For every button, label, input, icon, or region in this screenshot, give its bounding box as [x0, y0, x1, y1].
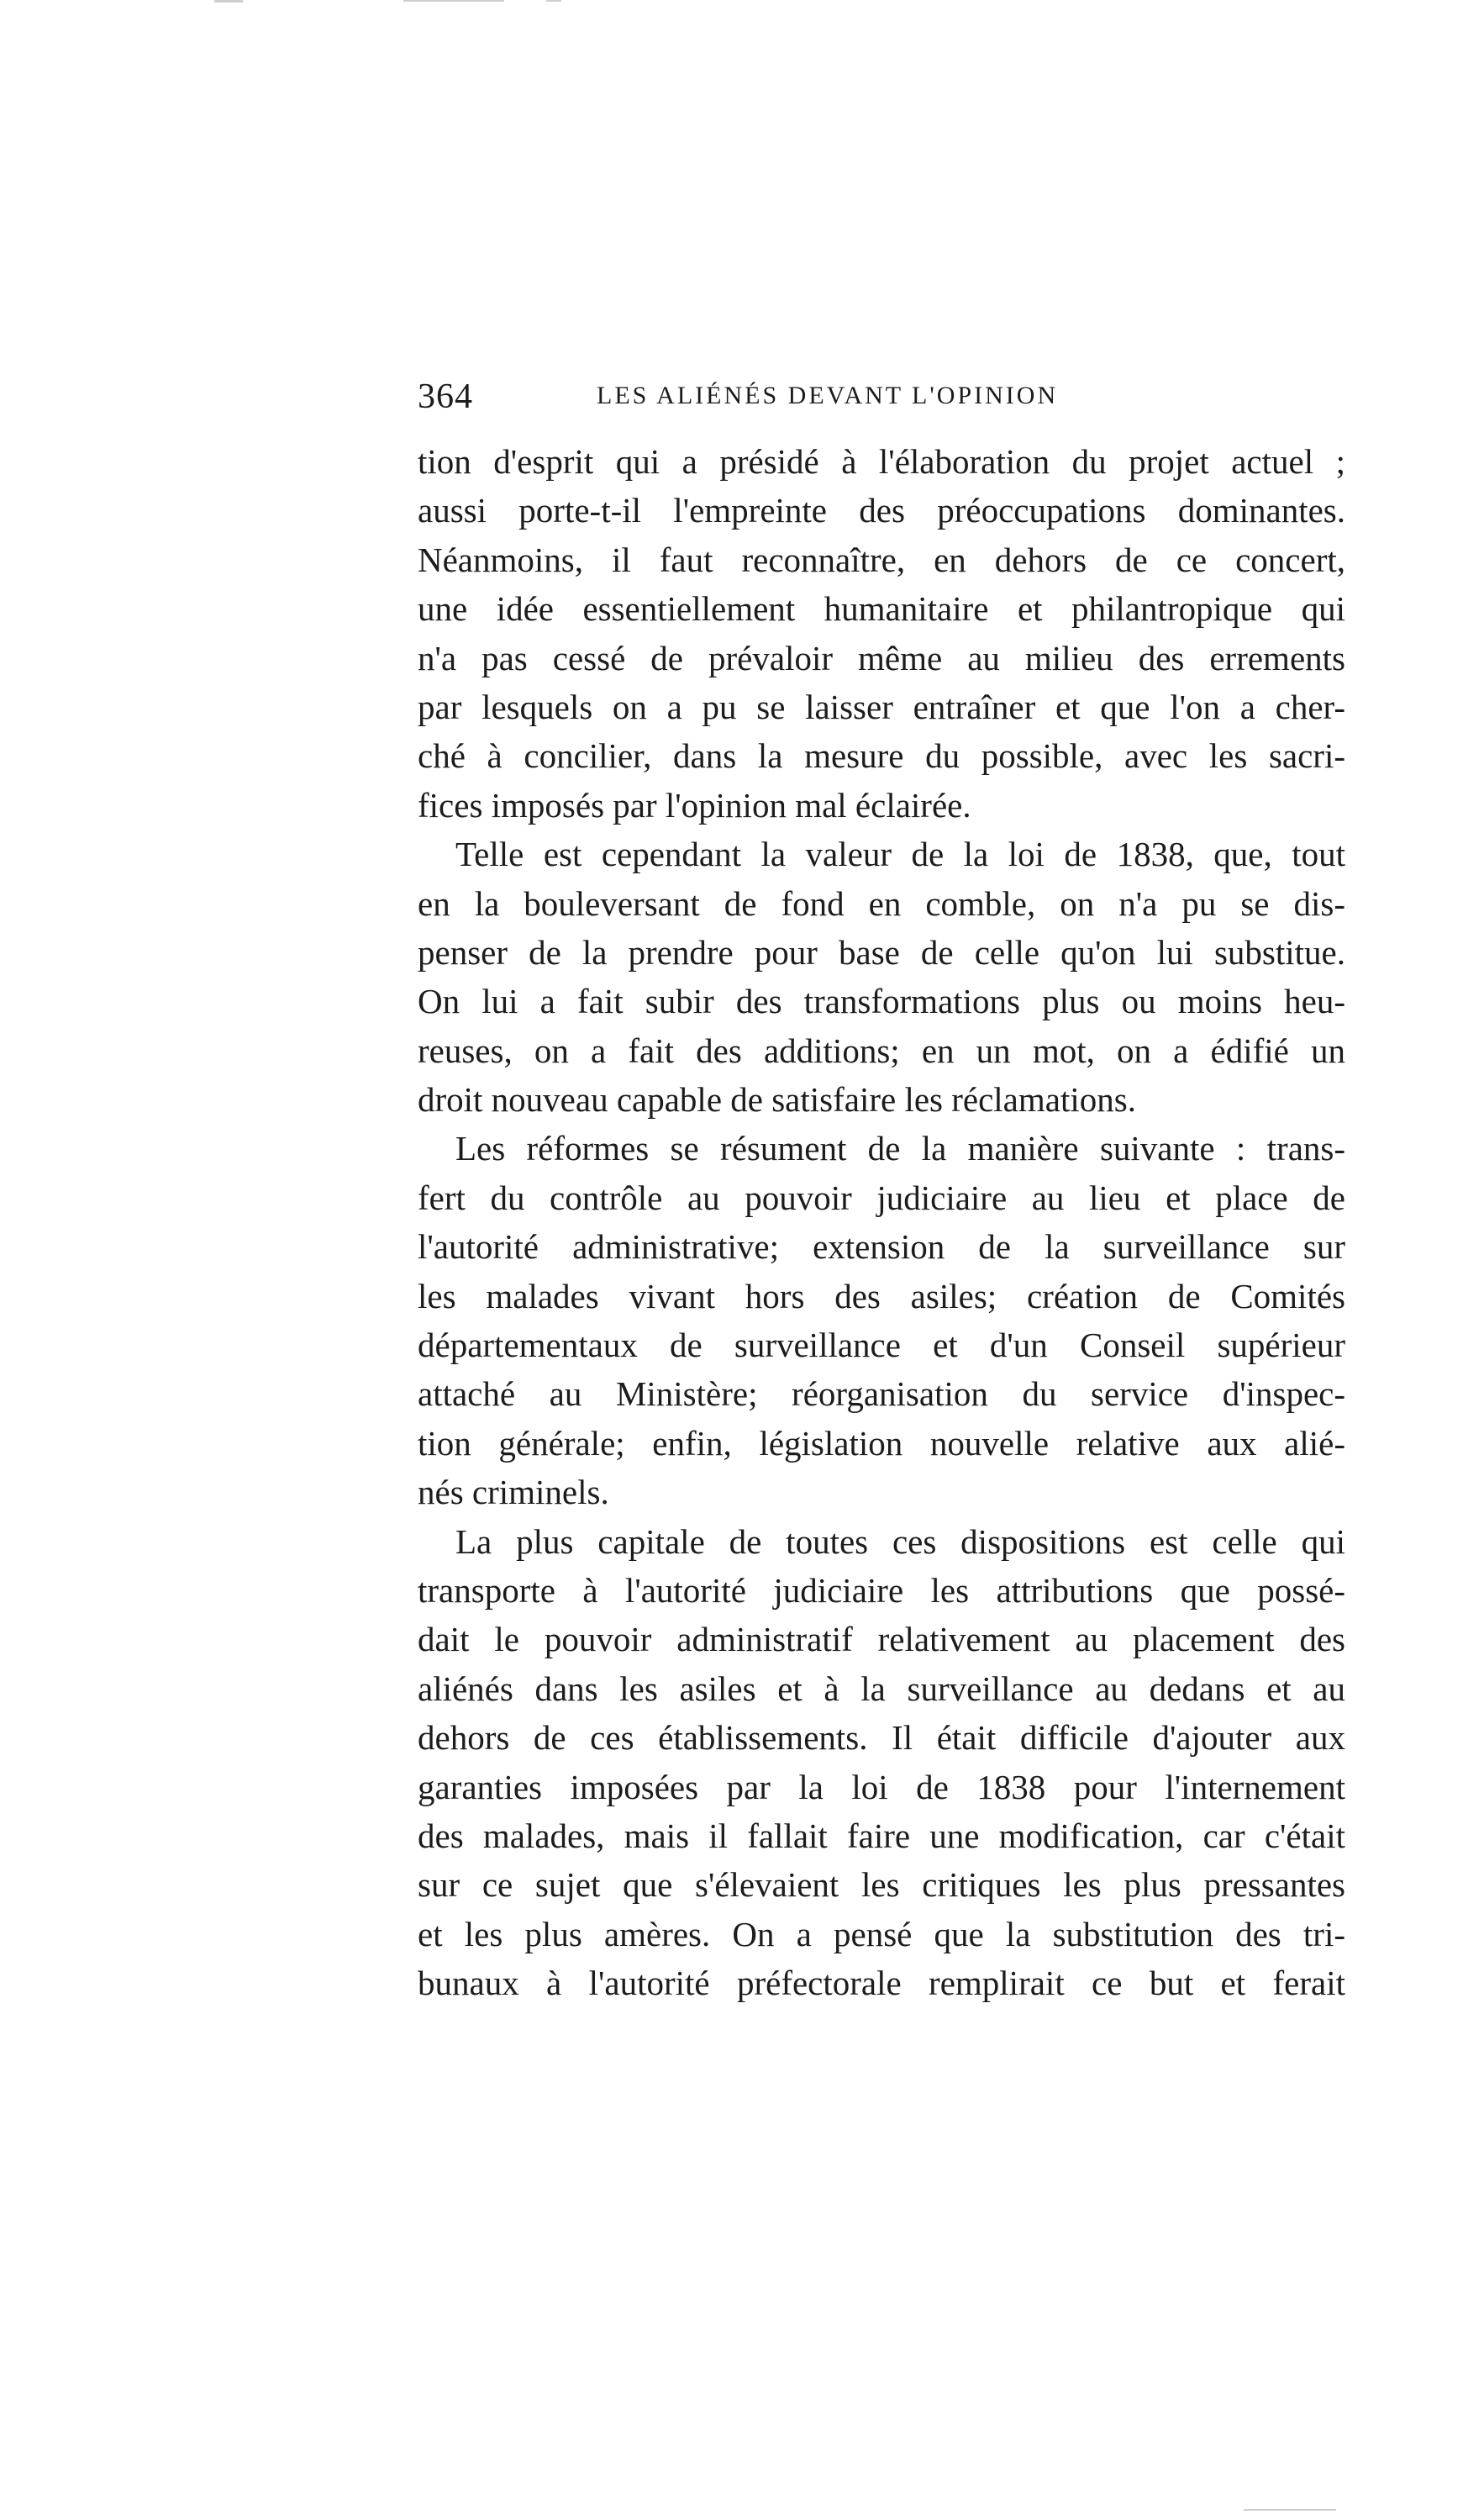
text-line: aliénés dans les asiles et à la surveillance au dedans et au	[418, 1669, 1345, 1708]
scan-mark	[1244, 2509, 1336, 2511]
text-line: droit nouveau capable de satisfaire les réclamations.	[418, 1080, 1136, 1120]
scan-mark	[214, 0, 243, 3]
text-line: La plus capitale de toutes ces dispositions est celle qui	[455, 1521, 1345, 1561]
body-text	[418, 437, 1345, 2008]
text-line: Néanmoins, il faut reconnaître, en dehors de ce concert,	[418, 540, 1345, 579]
text-line: penser de la prendre pour base de celle qu'on lui substitue.	[418, 932, 1345, 972]
text-line: On lui a fait subir des transformations plus ou moins heu-	[418, 982, 1345, 1021]
text-line: fices imposés par l'opinion mal éclairée.	[418, 785, 971, 825]
scan-mark	[403, 0, 504, 2]
text-line: aussi porte-t-il l'empreinte des préoccupations dominantes.	[418, 491, 1345, 530]
running-title: LES ALIÉNÉS DEVANT L'OPINION	[597, 382, 1059, 409]
text-line: Les réformes se résument de la manière suivante : trans-	[455, 1129, 1345, 1168]
paragraph	[418, 1517, 1345, 2008]
text-line: sur ce sujet que s'élevaient les critiques les plus pressantes	[418, 1865, 1345, 1905]
text-line: n'a pas cessé de prévaloir même au milieu des errements	[418, 638, 1345, 677]
text-line: reuses, on a fait des additions; en un mot, on a édifié un	[418, 1031, 1345, 1070]
text-line: l'autorité administrative; extension de la surveillance sur	[418, 1227, 1345, 1267]
text-line: garanties imposées par la loi de 1838 pour l'internement	[418, 1767, 1345, 1806]
text-line: départementaux de surveillance et d'un Conseil supérieur	[418, 1326, 1345, 1365]
text-line: Telle est cependant la valeur de la loi de 1838, que, tout	[455, 835, 1345, 874]
text-line: dehors de ces établissements. Il était difficile d'ajouter aux	[418, 1718, 1345, 1758]
text-line: et les plus amères. On a pensé que la substitution des tri-	[418, 1914, 1345, 1953]
text-line: tion générale; enfin, législation nouvelle relative aux alié-	[418, 1423, 1345, 1463]
text-line: attaché au Ministère; réorganisation du service d'inspec-	[418, 1374, 1345, 1414]
scan-mark	[546, 0, 561, 2]
text-line: une idée essentiellement humanitaire et philantropique qui	[418, 589, 1345, 629]
text-line: des malades, mais il fallait faire une modification, car c'était	[418, 1816, 1345, 1855]
paragraph	[418, 1124, 1345, 1516]
text-line: en la bouleversant de fond en comble, on n'a pu se dis-	[418, 883, 1345, 923]
text-line: bunaux à l'autorité préfectorale remplirait ce but et ferait	[418, 1964, 1345, 2003]
text-line: tion d'esprit qui a présidé à l'élaboration du projet actuel ;	[418, 442, 1345, 481]
paragraph	[418, 437, 1345, 830]
text-line: les malades vivant hors des asiles; création de Comités	[418, 1276, 1345, 1315]
text-line: par lesquels on a pu se laisser entraîner et que l'on a cher-	[418, 687, 1345, 726]
text-line: dait le pouvoir administratif relativement au placement des	[418, 1620, 1345, 1659]
paragraph	[418, 830, 1345, 1124]
page-header	[418, 377, 1345, 427]
page-number: 364	[418, 377, 473, 416]
text-line: fert du contrôle au pouvoir judiciaire au lieu et place de	[418, 1178, 1345, 1217]
text-line: transporte à l'autorité judiciaire les attributions que possé-	[418, 1570, 1345, 1610]
text-line: ché à concilier, dans la mesure du possible, avec les sacri-	[418, 736, 1345, 776]
text-line: nés criminels.	[418, 1473, 609, 1512]
